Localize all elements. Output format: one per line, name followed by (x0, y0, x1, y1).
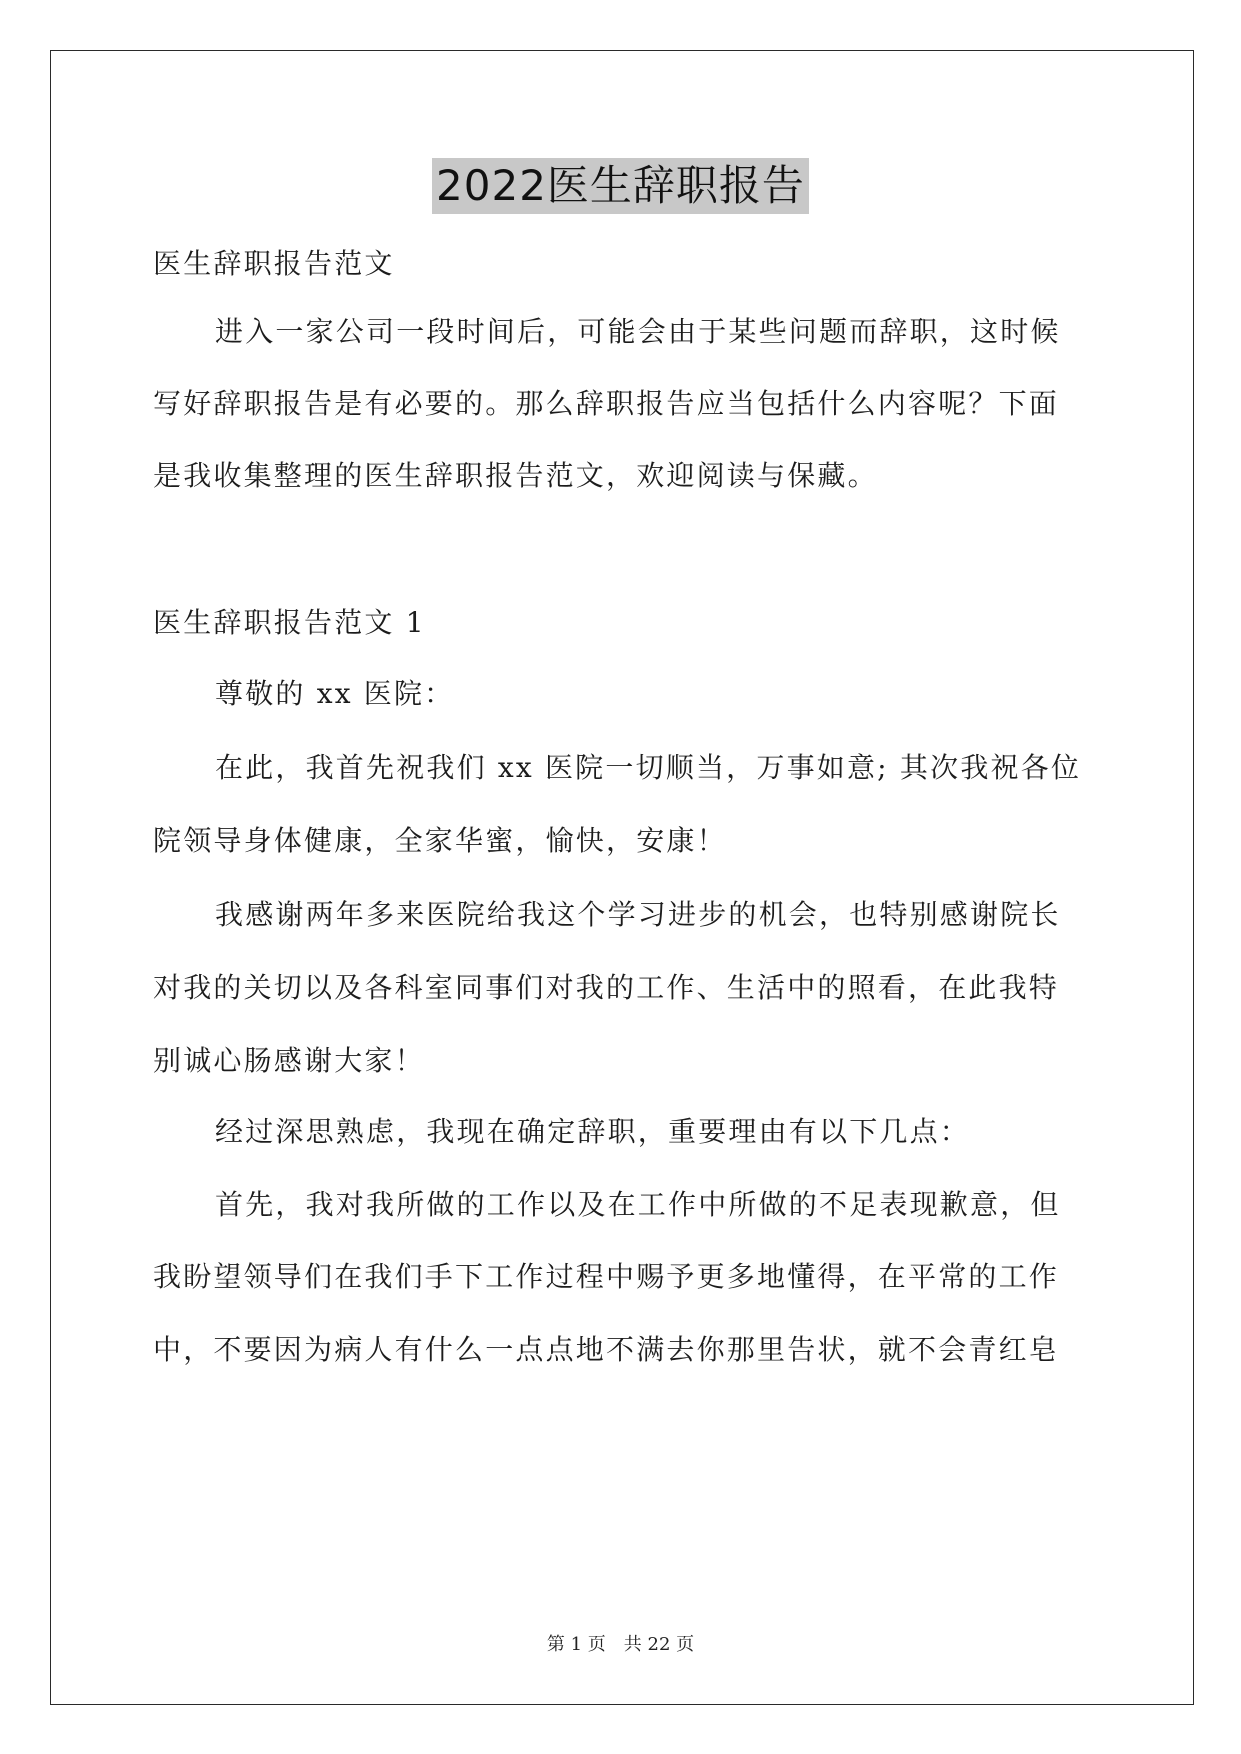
paragraph-line: 经过深思熟虑，我现在确定辞职，重要理由有以下几点： (215, 1115, 971, 1148)
document-title-container (0, 158, 1241, 214)
paragraph-line: 对我的关切以及各科室同事们对我的工作、生活中的照看，在此我特 (153, 971, 1060, 1004)
section-heading: 医生辞职报告范文 1 (153, 606, 426, 639)
paragraph-line: 中，不要因为病人有什么一点点地不满去你那里告状，就不会青红皂 (153, 1333, 1060, 1366)
paragraph-line: 别诚心肠感谢大家！ (153, 1044, 425, 1077)
paragraph-line: 我感谢两年多来医院给我这个学习进步的机会，也特别感谢院长 (215, 898, 1061, 931)
document-title: 2022医生辞职报告 (432, 158, 809, 214)
paragraph-line: 在此，我首先祝我们 xx 医院一切顺当，万事如意; 其次我祝各位 (215, 751, 1082, 784)
page-border (50, 50, 1194, 1705)
salutation-line: 尊敬的 xx 医院： (215, 677, 455, 710)
paragraph-line: 首先，我对我所做的工作以及在工作中所做的不足表现歉意，但 (215, 1188, 1061, 1221)
paragraph-line: 进入一家公司一段时间后，可能会由于某些问题而辞职，这时候 (215, 315, 1061, 348)
paragraph-line: 写好辞职报告是有必要的。那么辞职报告应当包括什么内容呢？下面 (153, 387, 1060, 420)
paragraph-line: 是我收集整理的医生辞职报告范文，欢迎阅读与保藏。 (153, 459, 878, 492)
paragraph-line: 我盼望领导们在我们手下工作过程中赐予更多地懂得，在平常的工作 (153, 1260, 1060, 1293)
page-number-footer: 第 1 页 共 22 页 (546, 1634, 695, 1655)
section-heading: 医生辞职报告范文 (153, 247, 395, 280)
paragraph-line: 院领导身体健康，全家华蜜，愉快，安康！ (153, 824, 727, 857)
